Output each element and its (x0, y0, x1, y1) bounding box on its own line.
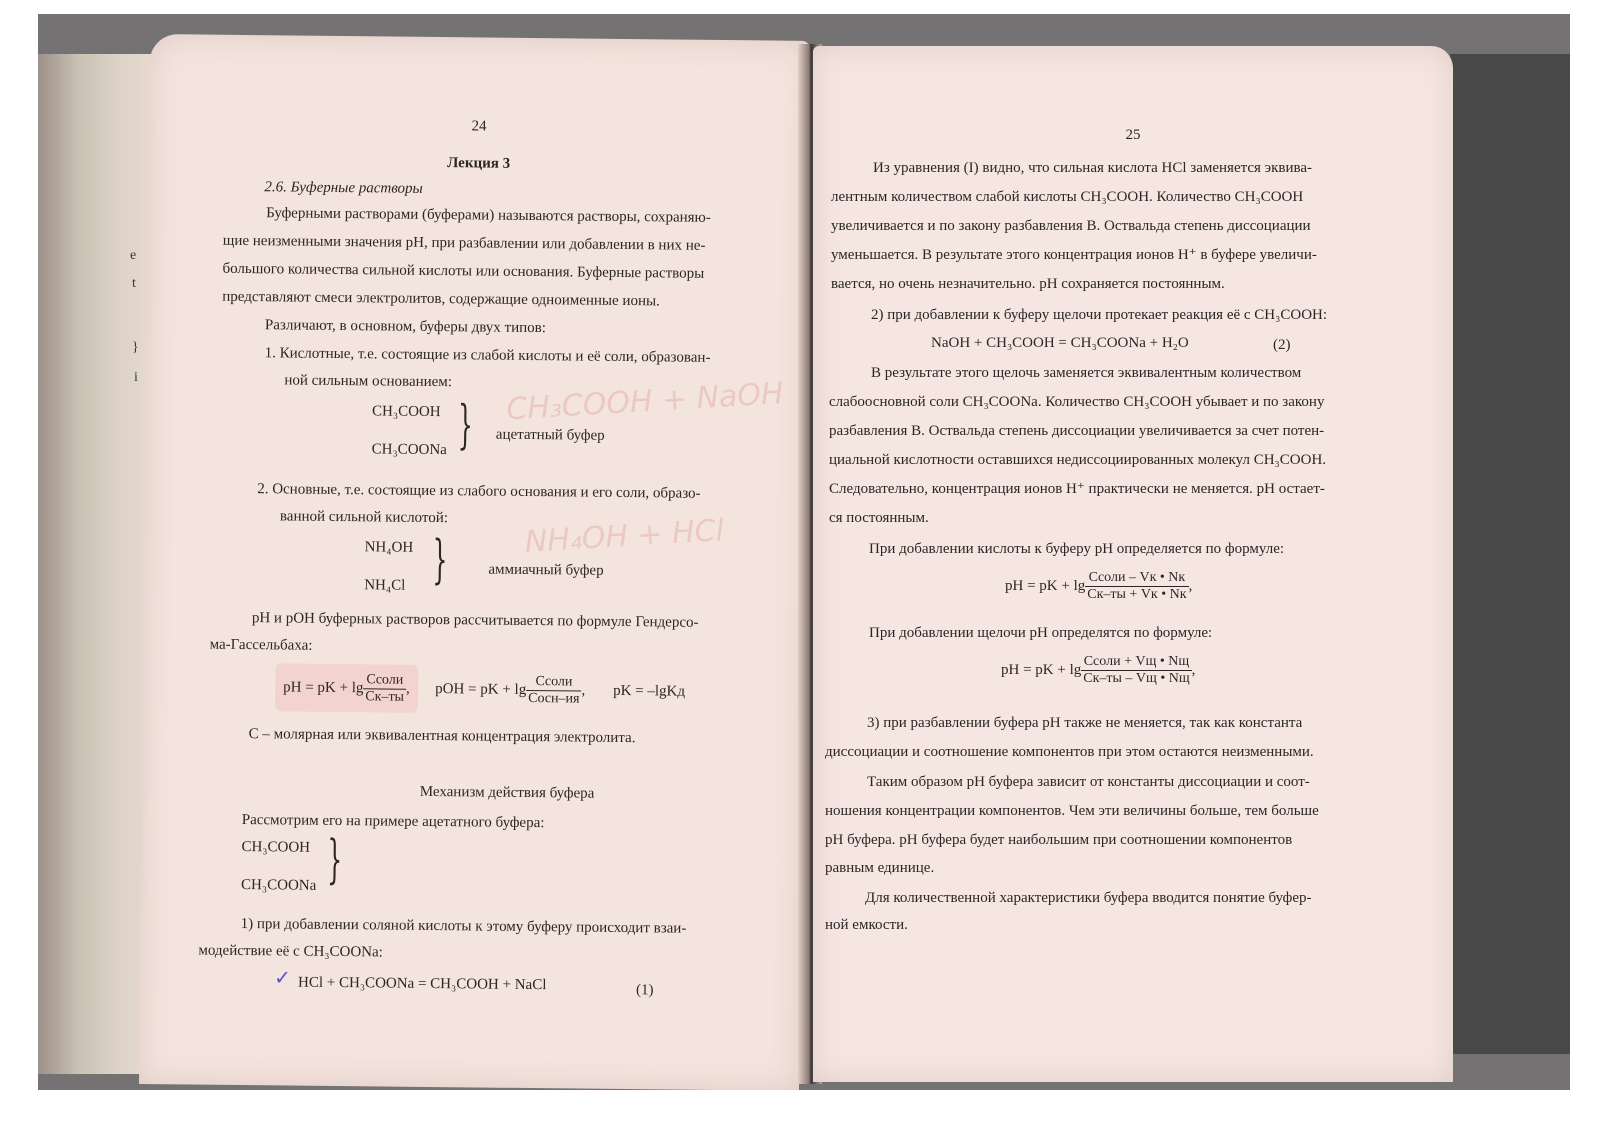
formula-ch3cooh: CH₃COOH (371, 403, 441, 421)
paragraph-line: Различают, в основном, буферы двух типов: (264, 317, 547, 337)
formula-ph: pH = pK + lg $\frac{\text{Cсоли}}{Cк-ты}$ , (275, 663, 418, 712)
paragraph-line: Буферными растворами (буферами) называются растворы, сохраняю- (266, 205, 711, 226)
paragraph-line: диссоциации и соотношение компонентов при этом остаются неизменными. (825, 744, 1314, 760)
paragraph-line: представляют смеси электролитов, содержащие одноименные ионы. (222, 288, 660, 310)
section-heading: 2.6. Буферные растворы (264, 179, 423, 197)
paragraph-line: ся постоянным. (829, 510, 929, 526)
left-page (139, 34, 810, 1090)
paragraph-line: вается, но очень незначительно. pH сохраняется постоянным. (831, 276, 1225, 292)
brace-icon: } (457, 395, 474, 456)
paragraph-line: Из уравнения (I) видно, что сильная кислота HCl заменяется эквива- (873, 160, 1313, 176)
paragraph-line: слабоосновной соли CH₃COONa. Количество CH₃COOH убывает и по закону (829, 394, 1325, 410)
paragraph-line: 1) при добавлении соляной кислоты к этому буферу происходит взаи- (240, 915, 687, 937)
buffer-label-ammonia: аммиачный буфер (488, 561, 604, 579)
subsection-title: Механизм действия буфера (419, 783, 595, 802)
formula-base-addition: pH = pK + lg $\frac{\text{Cсоли + Vщ • Nщ}}{Cк-ты - Vщ • Nщ}$ , (1001, 654, 1196, 687)
list-item-1-cont: ной сильным основанием: (284, 372, 453, 391)
paragraph-line: Рассмотрим его на примере ацетатного буфера: (241, 812, 545, 832)
list-item-2-cont: ванной сильной кислотой: (279, 508, 449, 527)
right-page (813, 46, 1453, 1082)
scanned-book-spread (38, 14, 1570, 1090)
paragraph-line: щие неизменными значения pH, при разбавлении или добавлении в них не- (222, 232, 706, 254)
formula-nh4cl: NH₄Cl (364, 577, 406, 594)
paragraph-line: pH буфера. pH буфера будет наибольшим при соотношении компонентов (825, 832, 1293, 848)
list-item-2: 2. Основные, т.е. состоящие из слабого основания и его соли, образо- (257, 481, 701, 502)
paragraph-line: большого количества сильной кислоты или основания. Буферные растворы (222, 260, 705, 282)
brace-icon: } (327, 829, 343, 891)
edge-mark: } (132, 340, 139, 355)
check-mark-icon: ✓ (274, 965, 292, 990)
formula-nh4oh: NH₄OH (364, 539, 414, 556)
page-stack-right (1450, 54, 1570, 1054)
handwriting-faint: NH₄OH + HCl (523, 513, 725, 560)
edge-mark: e (130, 248, 137, 263)
paragraph-line: При добавлении кислоты к буферу pH определяется по формуле: (869, 541, 1285, 557)
formula-ch3coona: CH₃COONa (371, 441, 447, 459)
paragraph-line: ной емкости. (825, 917, 908, 933)
formula-ch3cooh: CH₃COOH (241, 839, 311, 856)
handwriting-faint: CH₃COOH + NaOH (505, 376, 785, 428)
paragraph-line: лентным количеством слабой кислоты CH₃COOH. Количество CH₃COOH (831, 189, 1304, 205)
paragraph-line: При добавлении щелочи pH определятся по формуле: (869, 625, 1213, 641)
brace-icon: } (432, 529, 448, 591)
paragraph-line: Таким образом pH буфера зависит от константы диссоциации и соот- (867, 774, 1310, 790)
paragraph-line: C – молярная или эквивалентная концентрация электролита. (248, 726, 636, 747)
formula-pk: pK = –lgKд (613, 682, 686, 700)
paragraph-line: В результате этого щелочь заменяется эквивалентным количеством (871, 365, 1302, 381)
page-number: 24 (471, 118, 487, 135)
paragraph-line: увеличивается и по закону разбавления В. Оствальда степень диссоциации (831, 218, 1311, 234)
equation-number: (2) (1273, 337, 1291, 353)
paragraph-line: Следовательно, концентрация ионов H⁺ практически не меняется. pH остает- (829, 481, 1325, 497)
edge-mark: t (132, 276, 136, 291)
paragraph-line: равным единице. (825, 860, 935, 876)
equation-number: (1) (635, 982, 654, 999)
equation-1: HCl + CH₃COONa = CH₃COOH + NaCl (297, 974, 547, 994)
paragraph-line: Для количественной характеристики буфера вводится понятие буфер- (865, 890, 1312, 906)
paragraph-line: ношения концентрации компонентов. Чем эти величины больше, тем больше (825, 803, 1319, 819)
paragraph-line: уменьшается. В результате этого концентрация ионов H⁺ в буфере увеличи- (831, 247, 1317, 263)
lecture-title: Лекция 3 (447, 155, 511, 172)
paragraph-line: pH и pOH буферных растворов рассчитывается по формуле Гендерсо- (251, 610, 699, 631)
list-item-1: 1. Кислотные, т.е. состоящие из слабой кислоты и её соли, образован- (264, 345, 711, 366)
edge-mark: i (134, 370, 138, 385)
paragraph-line: разбавления В. Оствальда степень диссоциации увеличивается за счет потен- (829, 423, 1325, 439)
page-number: 25 (1125, 127, 1141, 143)
formula-acid-addition: pH = pK + lg $\frac{\text{Cсоли – Vк • Nк}}{Cк-ты + Vк • Nк}$ , (1005, 570, 1193, 603)
paragraph-line: 2) при добавлении к буферу щелочи протекает реакция её с CH₃COOH: (871, 307, 1328, 323)
paragraph-line: ма-Гассельбаха: (209, 636, 313, 654)
paragraph-line: модействие её с CH₃COONa: (198, 942, 383, 961)
formula-ch3coona: CH₃COONa (241, 877, 317, 894)
paragraph-line: циальной кислотности оставшихся недиссоциированных молекул CH₃COOH. (829, 452, 1327, 468)
equation-2: NaOH + CH₃COOH = CH₃COONa + H₂O (931, 335, 1189, 351)
buffer-label-acetate: ацетатный буфер (495, 426, 605, 444)
formula-poh: pOH = pK + lg $\frac{\text{Cсоли}}{\text{Cосн–ия}}$ , (435, 674, 586, 707)
paragraph-line: 3) при разбавлении буфера pH также не меняется, так как константа (867, 715, 1303, 731)
